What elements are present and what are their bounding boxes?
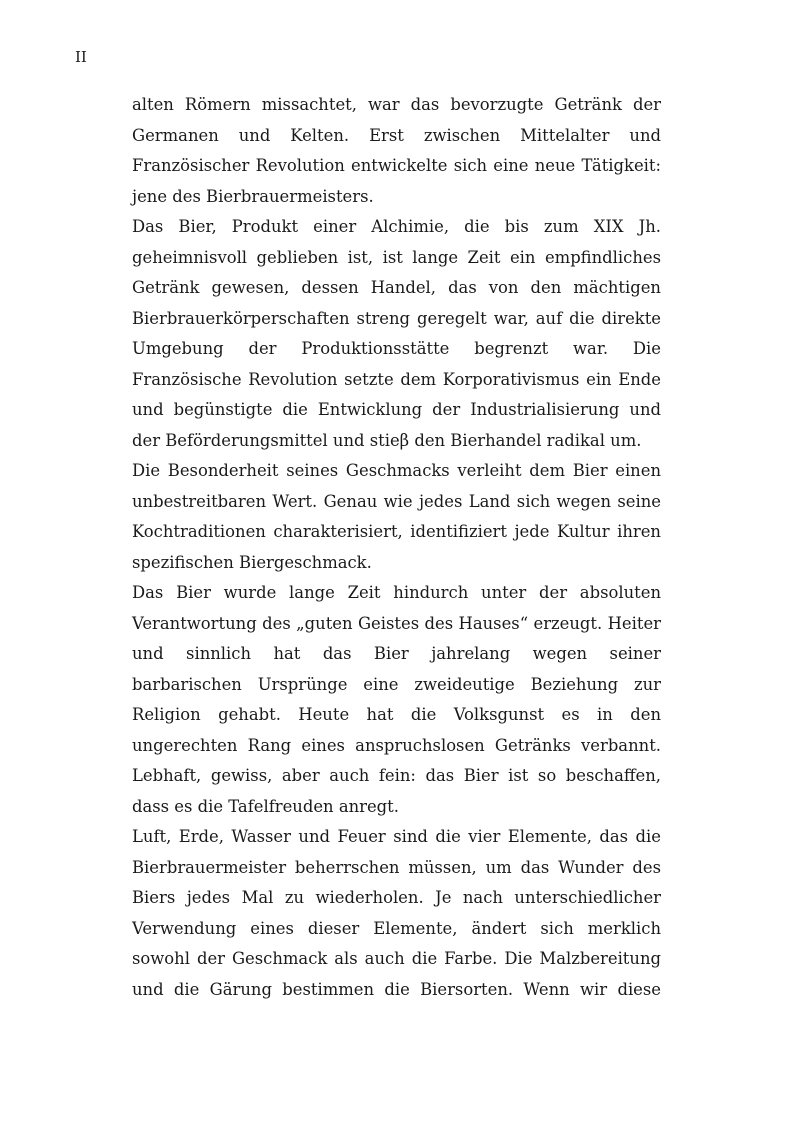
text-line: unbestreitbaren Wert. Genau wie jedes Land sich wegen seine [132, 491, 661, 511]
text-line: alten Römern missachtet, war das bevorzugte Getränk der [132, 95, 661, 114]
text-line: jene des Bierbrauermeisters. [132, 186, 374, 206]
text-line: Getränk gewesen, dessen Handel, das von den mächtigen [132, 278, 661, 297]
text-line: und die Gärung bestimmen die Biersorten. Wenn wir diese [132, 979, 661, 999]
body-text [132, 90, 661, 1005]
text-line: ungerechten Rang eines anspruchslosen Getränks verbannt. [132, 735, 661, 755]
text-line: Bierbrauerkörperschaften streng geregelt war, auf die direkte [132, 308, 661, 328]
text-line: sowohl der Geschmack als auch die Farbe. Die Malzbereitung [132, 949, 661, 968]
text-line: Biers jedes Mal zu wiederholen. Je nach unterschiedlicher [132, 888, 661, 907]
text-line: Luft, Erde, Wasser und Feuer sind die vier Elemente, das die [132, 827, 661, 846]
text-line: Das Bier, Produkt einer Alchimie, die bis zum XIX Jh. [132, 217, 661, 236]
text-line: geheimnisvoll geblieben ist, ist lange Zeit ein empfindliches [132, 247, 661, 267]
text-line: Das Bier wurde lange Zeit hindurch unter der absoluten [132, 583, 661, 602]
text-line: spezifischen Biergeschmack. [132, 552, 372, 572]
text-line: Französische Revolution setzte dem Korporativismus ein Ende [132, 369, 661, 389]
page-number: II [75, 48, 87, 66]
text-line: Die Besonderheit seines Geschmacks verleiht dem Bier einen [132, 461, 661, 480]
text-line: dass es die Tafelfreuden anregt. [132, 796, 399, 816]
text-line: Religion gehabt. Heute hat die Volksgunst es in den [132, 705, 661, 724]
text-line: Verantwortung des „guten Geistes des Hauses“ erzeugt. Heiter [132, 613, 661, 633]
text-line: Bierbrauermeister beherrschen müssen, um das Wunder des [132, 857, 661, 877]
text-line: Verwendung eines dieser Elemente, ändert sich merklich [132, 918, 661, 938]
text-line: und sinnlich hat das Bier jahrelang wegen seiner [132, 644, 661, 663]
text-line: Germanen und Kelten. Erst zwischen Mittelalter und [132, 125, 661, 145]
text-line: Kochtraditionen charakterisiert, identifiziert jede Kultur ihren [132, 522, 661, 541]
text-line: Lebhaft, gewiss, aber auch fein: das Bier ist so beschaffen, [132, 766, 661, 785]
text-line: und begünstigte die Entwicklung der Industrialisierung und [132, 400, 661, 419]
text-line: Umgebung der Produktionsstätte begrenzt war. Die [132, 339, 661, 358]
text-line: der Beförderungsmittel und stieβ den Bierhandel radikal um. [132, 430, 642, 450]
text-line: barbarischen Ursprünge eine zweideutige Beziehung zur [132, 674, 661, 694]
text-line: Französischer Revolution entwickelte sich eine neue Tätigkeit: [132, 156, 661, 175]
